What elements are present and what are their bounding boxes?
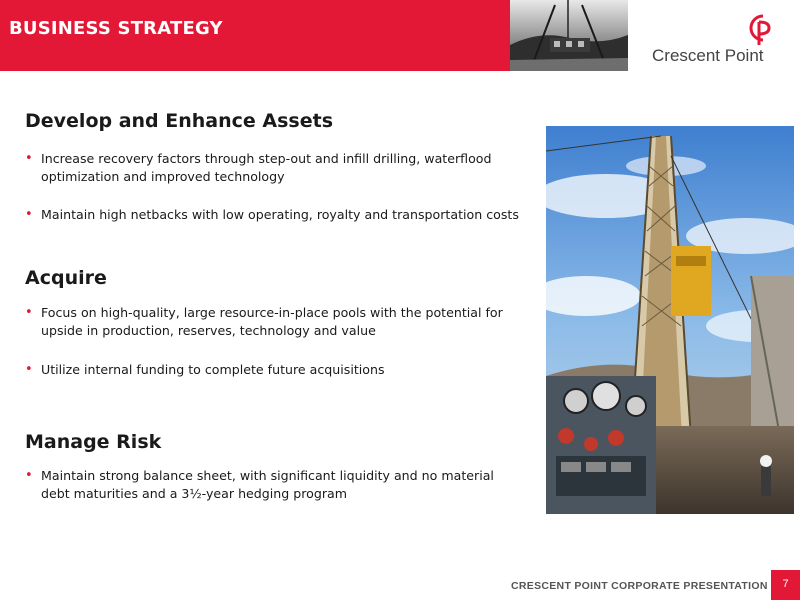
bullet-text: Maintain high netbacks with low operating, royalty and transportation costs — [41, 207, 519, 222]
bullet-text: Focus on high-quality, large resource-in-place pools with the potential for upside in production, reserves, technology and value — [41, 305, 503, 338]
section-heading-develop: Develop and Enhance Assets — [25, 110, 334, 132]
footer-presentation-title: CRESCENT POINT CORPORATE PRESENTATION — [511, 580, 768, 592]
bullet-dot-icon: • — [25, 151, 33, 166]
header-band — [0, 0, 510, 71]
page-number-badge — [771, 570, 800, 600]
crescent-point-logo-icon — [741, 12, 775, 46]
rig-header-image — [510, 0, 628, 71]
page-number: 7 — [782, 578, 789, 590]
section-heading-manage-risk: Manage Risk — [25, 431, 162, 453]
company-logo-text: Crescent Point — [652, 46, 764, 65]
page-title: BUSINESS STRATEGY — [9, 18, 223, 39]
bullet-item — [25, 304, 525, 340]
bullet-dot-icon: • — [25, 362, 33, 377]
header-photo — [510, 0, 628, 71]
section-heading-acquire: Acquire — [25, 267, 107, 289]
bullet-text: Increase recovery factors through step-out and infill drilling, waterflood optimization and improved technology — [41, 151, 492, 184]
bullet-text: Maintain strong balance sheet, with significant liquidity and no material debt maturities and a 3½-year hedging program — [41, 468, 494, 501]
drilling-rig-photo — [546, 126, 794, 514]
bullet-item — [25, 361, 525, 379]
bullet-dot-icon: • — [25, 207, 33, 222]
bullet-text: Utilize internal funding to complete future acquisitions — [41, 362, 385, 377]
bullet-dot-icon: • — [25, 305, 33, 320]
bullet-item — [25, 467, 525, 503]
bullet-dot-icon: • — [25, 468, 33, 483]
bullet-item — [25, 150, 525, 186]
bullet-item — [25, 206, 525, 224]
